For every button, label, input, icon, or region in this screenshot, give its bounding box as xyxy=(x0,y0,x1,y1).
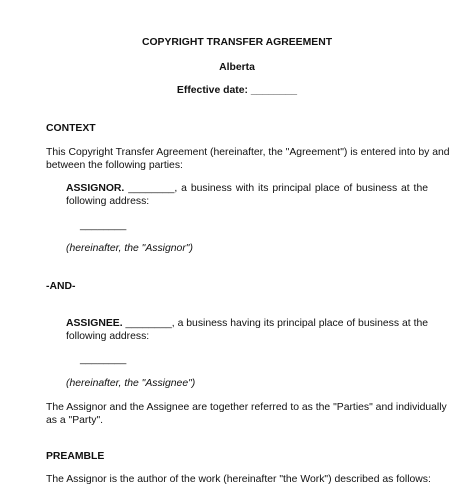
assignor-name-blank: ________ xyxy=(128,183,175,194)
assignee-label: ASSIGNEE. xyxy=(66,318,123,329)
assignor-line1 xyxy=(66,182,428,195)
document-title: COPYRIGHT TRANSFER AGREEMENT xyxy=(141,37,333,48)
assignor-designation: (hereinafter, the "Assignor") xyxy=(66,243,193,254)
context-intro-line2: between the following parties: xyxy=(46,160,183,171)
assignee-line2: following address: xyxy=(66,331,150,342)
assignor-text: , a business with its principal place of business at the xyxy=(174,183,428,194)
assignor-label: ASSIGNOR. xyxy=(66,183,125,194)
assignor-address-blank: ________ xyxy=(80,220,127,231)
assignee-text: , a business having its principal place of business at the xyxy=(171,318,429,329)
assignee-line1 xyxy=(66,317,428,330)
jurisdiction: Alberta xyxy=(219,62,255,73)
and-separator: -AND- xyxy=(46,281,76,292)
assignor-line2: following address: xyxy=(66,196,150,207)
context-heading: CONTEXT xyxy=(46,123,96,134)
assignee-designation: (hereinafter, the "Assignee") xyxy=(66,378,196,389)
assignee-address-blank: ________ xyxy=(80,354,127,365)
context-intro-line1: This Copyright Transfer Agreement (hereinafter, the "Agreement") is entered into by and xyxy=(46,147,450,158)
parties-note-line1: The Assignor and the Assignee are together referred to as the "Parties" and individually xyxy=(46,402,447,413)
effective-date: Effective date: ________ xyxy=(176,85,298,96)
parties-note-line2: as a "Party". xyxy=(46,415,104,426)
assignee-name-blank: ________ xyxy=(125,318,172,329)
preamble-line1: The Assignor is the author of the work (hereinafter "the Work") described as follows: xyxy=(46,474,431,485)
preamble-heading: PREAMBLE xyxy=(46,451,105,462)
